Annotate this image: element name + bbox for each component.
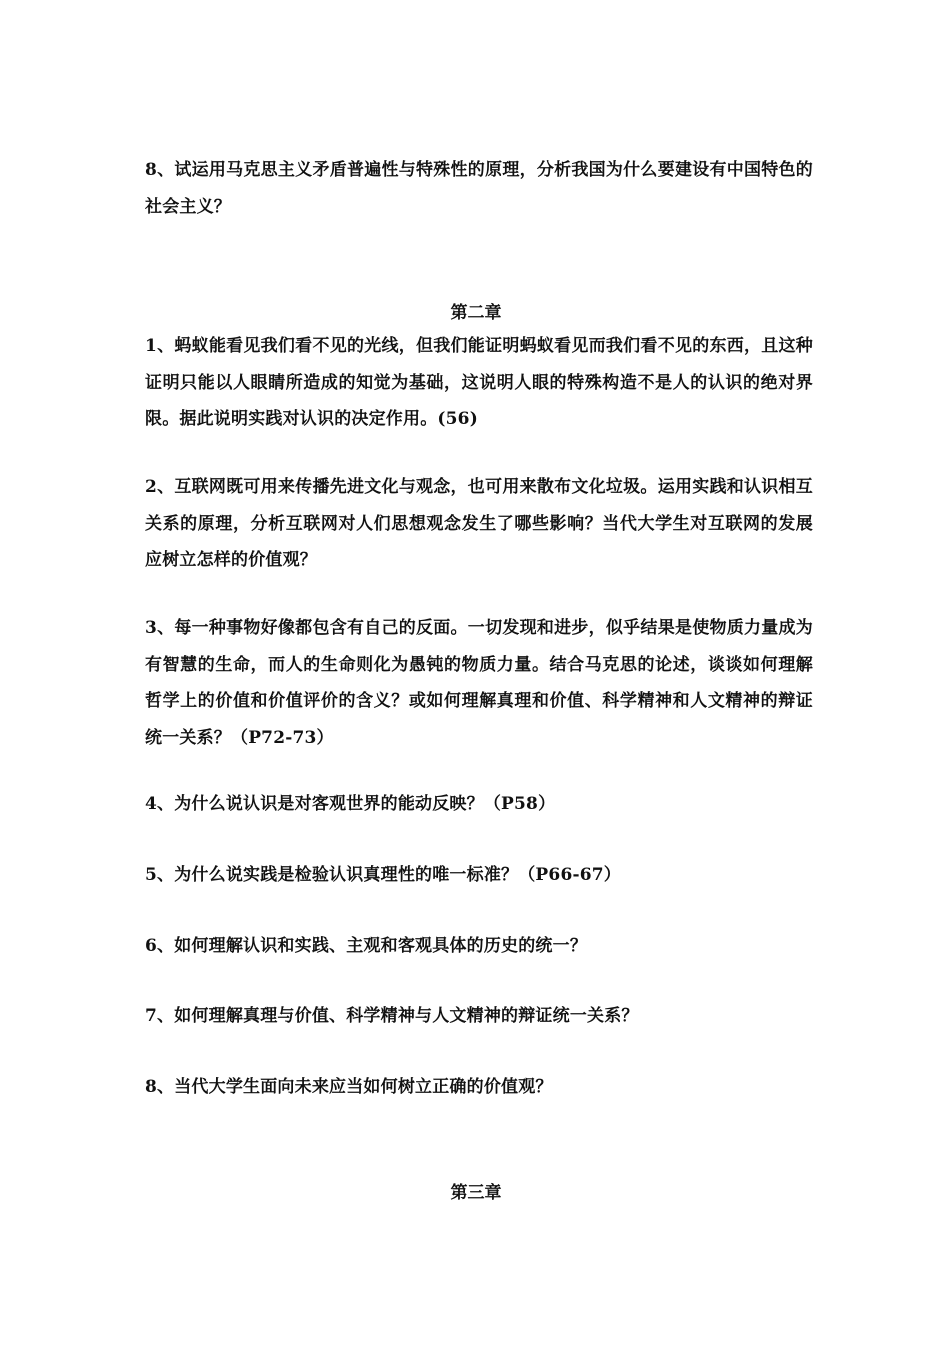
chapter-2-question-7: 7、如何理解真理与价值、科学精神与人文精神的辩证统一关系？ [145, 1006, 639, 1026]
chapter-2-question-3: 3、每一种事物好像都包含有自己的反面。一切发现和进步，似乎结果是使物质力量成为有智慧的生命，而人的生命则化为愚钝的物质力量。结合马克思的论述，谈谈如何理解哲学上的价值和价值评价的含义？或如何理解真理和价值、科学精神和人文精神的辩证统一关系？（P72-73） [145, 618, 813, 748]
chapter-2-question-1: 1、蚂蚁能看见我们看不见的光线，但我们能证明蚂蚁看见而我们看不见的东西，且这种证明只能以人眼睛所造成的知觉为基础，这说明人眼的特殊构造不是人的认识的绝对界限。据此说明实践对认识的决定作用。(56) [145, 336, 813, 429]
chapter-2-question-2: 2、互联网既可用来传播先进文化与观念，也可用来散布文化垃圾。运用实践和认识相互关系的原理，分析互联网对人们思想观念发生了哪些影响？当代大学生对互联网的发展应树立怎样的价值观？ [145, 477, 813, 570]
chapter-2-question-6: 6、如何理解认识和实践、主观和客观具体的历史的统一？ [145, 936, 588, 956]
chapter-2-heading: 第二章 [450, 303, 502, 323]
chapter-2-question-5: 5、为什么说实践是检验认识真理性的唯一标准？（P66-67） [145, 865, 621, 885]
chapter-2-question-4: 4、为什么说认识是对客观世界的能动反映？（P58） [145, 794, 556, 814]
chapter-2-question-8: 8、当代大学生面向未来应当如何树立正确的价值观？ [145, 1077, 553, 1097]
question-prev-8: 8、试运用马克思主义矛盾普遍性与特殊性的原理，分析我国为什么要建设有中国特色的社会主义？ [145, 160, 813, 217]
chapter-3-heading: 第三章 [450, 1183, 502, 1203]
